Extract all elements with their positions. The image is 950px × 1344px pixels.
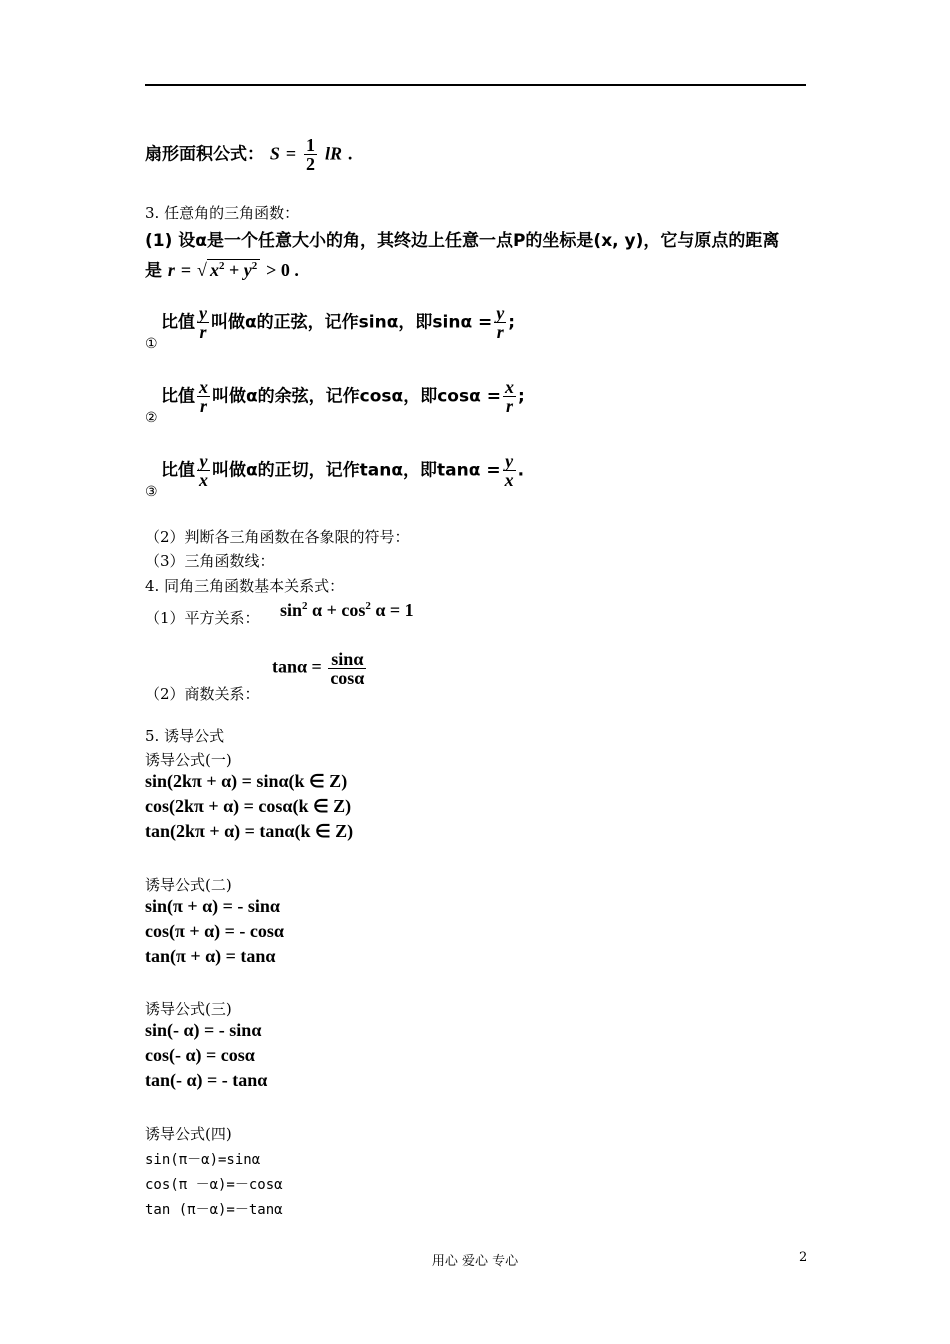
sin-over-cos [328, 650, 366, 687]
group-2-line: tan(π + α) = tanα [145, 946, 276, 966]
group-3-line: sin(- α) = - sinα [145, 1020, 262, 1040]
sine-definition [161, 304, 515, 341]
section-5-heading: 5. 诱导公式 [145, 727, 225, 745]
group-4-line: cos(π －α)=－cosα [145, 1177, 283, 1193]
ratio-2 [503, 378, 516, 415]
circled-2: ② [145, 410, 158, 426]
prefix: 比值 [161, 386, 195, 407]
end: . [517, 460, 525, 481]
text: 叫做α的正切，记作tanα，即tanα = [212, 460, 501, 481]
denominator: x [504, 470, 514, 490]
ratio [197, 452, 210, 489]
denominator: cosα [330, 668, 365, 688]
quotient-relation-label: （2）商数关系： [145, 685, 260, 703]
var-x: x [209, 260, 219, 280]
prefix: 是 [145, 261, 162, 281]
equals: = [180, 260, 192, 280]
end: ; [508, 312, 516, 333]
exp: 2 [365, 600, 371, 612]
group-3-line: tan(- α) = - tanα [145, 1070, 268, 1090]
end: ; [517, 386, 525, 407]
gt-zero: > 0 . [266, 260, 299, 280]
trig-lines-line: （3）三角函数线： [145, 552, 275, 570]
header-rule [145, 84, 806, 86]
prefix: 比值 [161, 460, 195, 481]
radicand [207, 259, 260, 280]
section-4-heading: 4. 同角三角函数基本关系式： [145, 577, 345, 595]
circled-3: ③ [145, 484, 158, 500]
sector-area-label: 扇形面积公式： [145, 144, 264, 165]
numerator: sinα [328, 650, 366, 669]
numerator: y [197, 452, 210, 471]
definition-line-1: (1) 设α是一个任意大小的角，其终边上任意一点P的坐标是(x, y)，它与原点的距离 [145, 231, 780, 251]
group-1-line: cos(2kπ + α) = cosα(k ∈ Z) [145, 796, 352, 816]
ratio [197, 378, 210, 415]
denominator: 2 [306, 154, 316, 174]
equals: = [285, 143, 297, 164]
exp: 2 [218, 260, 225, 272]
period: . [347, 143, 353, 164]
group-1-title: 诱导公式(一) [145, 751, 232, 769]
group-1-line: sin(2kπ + α) = sinα(k ∈ Z) [145, 771, 348, 791]
quadrant-signs-line: （2）判断各三角函数在各象限的符号： [145, 528, 410, 546]
ratio [197, 304, 209, 341]
square-relation-formula [280, 600, 414, 621]
exp: 2 [251, 260, 258, 272]
circled-1: ① [145, 336, 158, 352]
text: 叫做α的正弦，记作sinα，即sinα = [211, 312, 493, 333]
numerator: y [199, 303, 207, 323]
var-r: r [167, 260, 175, 280]
ratio-2 [494, 304, 506, 341]
numerator: 1 [306, 135, 316, 155]
exp: 2 [302, 600, 308, 612]
sector-area-formula [145, 136, 352, 173]
group-2-line: cos(π + α) = - cosα [145, 921, 284, 941]
var-y: y [243, 260, 252, 280]
sin: sin [280, 600, 303, 620]
plus: + [228, 260, 240, 280]
text: 叫做α的余弦，记作cosα，即cosα = [212, 386, 501, 407]
var-s: S [269, 143, 280, 164]
definition-line-2 [145, 256, 299, 281]
numerator: x [199, 377, 208, 397]
section-3-heading: 3. 任意角的三角函数： [145, 204, 300, 222]
lhs: tanα = [272, 656, 322, 677]
numerator: x [504, 377, 514, 397]
group-4-line: sin(π－α)=sinα [145, 1152, 261, 1168]
tangent-definition [161, 452, 524, 489]
ratio-2 [503, 452, 516, 489]
group-4-line: tan (π－α)=－tanα [145, 1202, 283, 1218]
page-number: 2 [799, 1250, 808, 1265]
quotient-relation-formula [272, 650, 368, 687]
group-4-title: 诱导公式(四) [145, 1125, 232, 1143]
group-1-line: tan(2kπ + α) = tanα(k ∈ Z) [145, 821, 354, 841]
denominator: r [496, 322, 504, 342]
square-relation-label: （1）平方关系： [145, 609, 260, 627]
denominator: r [199, 396, 207, 416]
sqrt-sign: √ [197, 260, 207, 280]
denominator: x [199, 470, 208, 490]
var-lr: lR [324, 143, 342, 164]
mid: α + cos [307, 600, 366, 620]
numerator: y [496, 303, 505, 323]
denominator: r [505, 396, 513, 416]
numerator: y [503, 452, 516, 471]
group-2-title: 诱导公式(二) [145, 876, 232, 894]
end: α = 1 [370, 600, 414, 620]
denominator: r [199, 322, 207, 342]
fraction-half [304, 136, 317, 173]
group-3-line: cos(- α) = cosα [145, 1045, 255, 1065]
group-2-line: sin(π + α) = - sinα [145, 896, 280, 916]
prefix: 比值 [161, 312, 195, 333]
cosine-definition [161, 378, 525, 415]
group-3-title: 诱导公式(三) [145, 1000, 232, 1018]
footer-text: 用心 爱心 专心 [431, 1254, 519, 1269]
